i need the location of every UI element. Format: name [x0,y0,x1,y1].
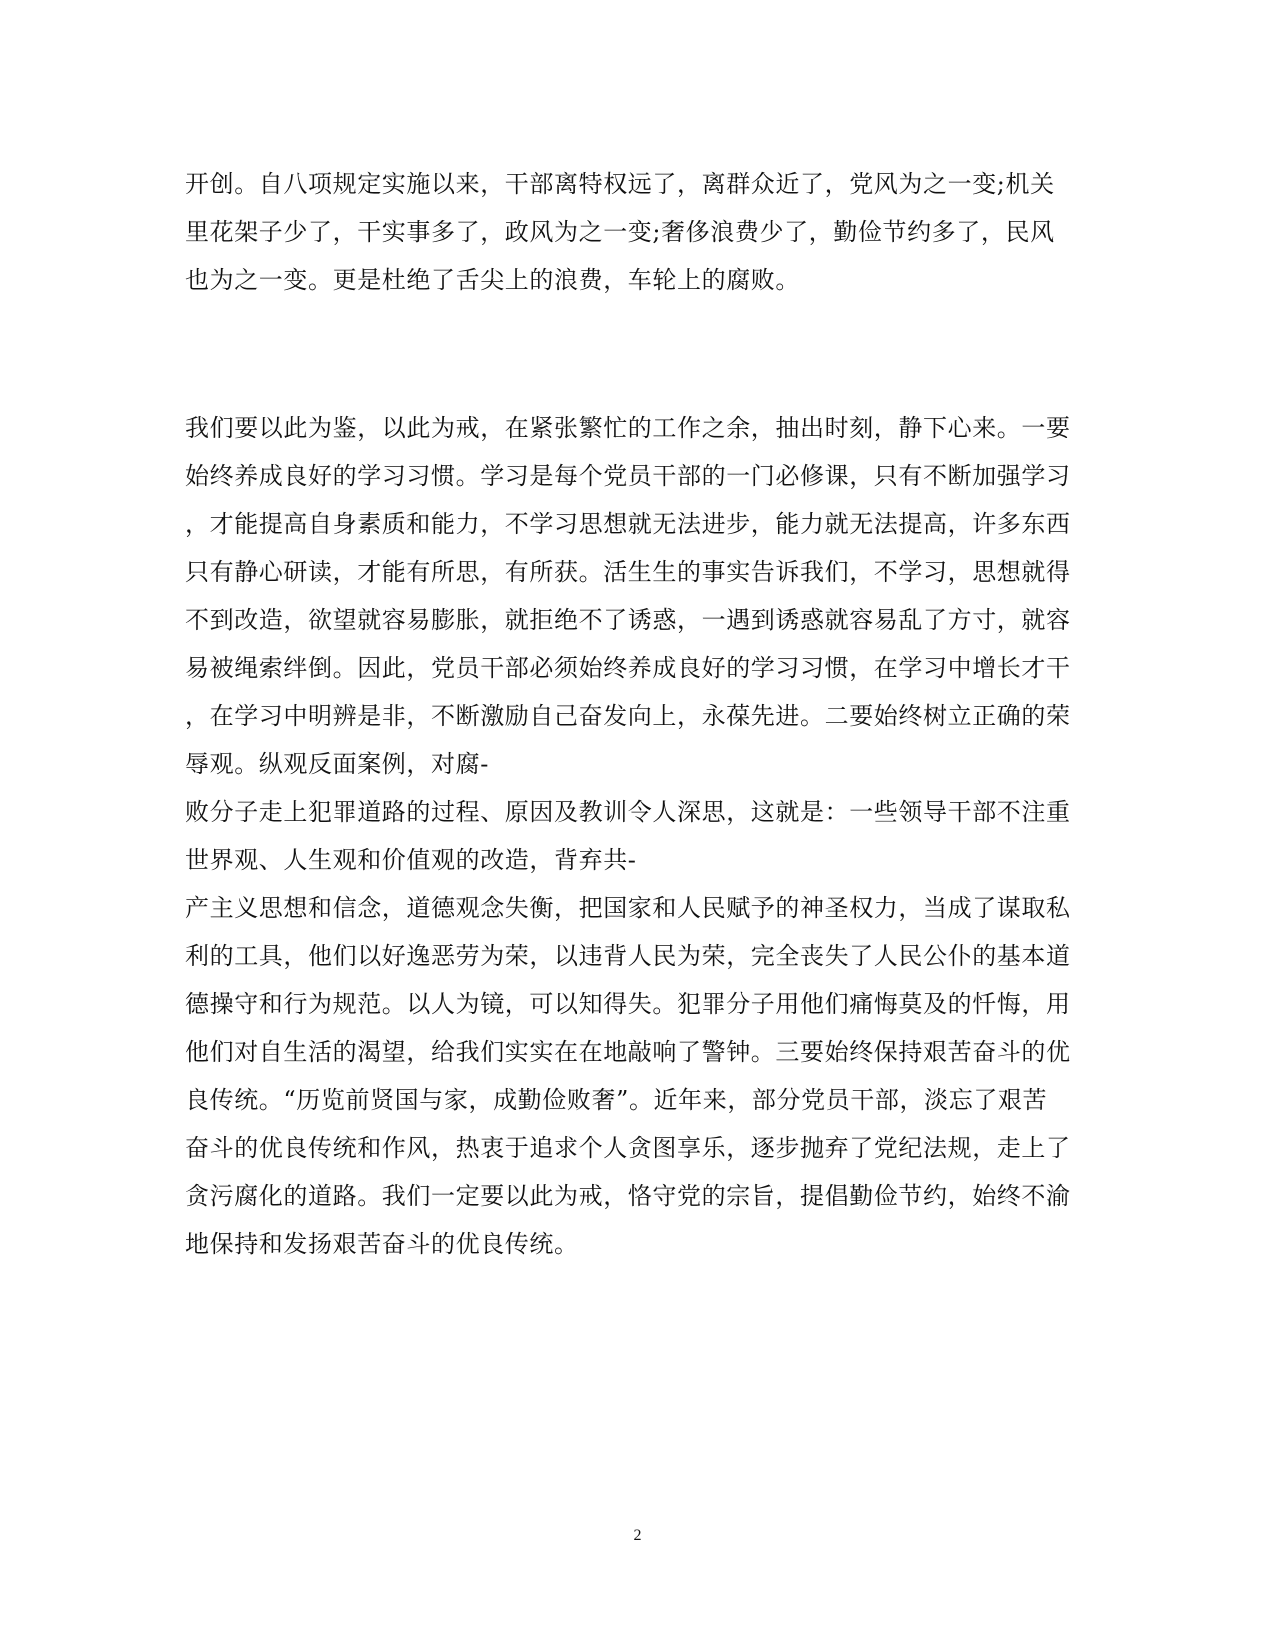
text-line: 贪污腐化的道路。我们一定要以此为戒，恪守党的宗旨，提倡勤俭节约，始终不渝 [185,1182,1071,1210]
text-line: 我们要以此为鉴，以此为戒，在紧张繁忙的工作之余，抽出时刻，静下心来。一要 [185,414,1071,442]
text-line: ，在学习中明辨是非，不断激励自己奋发向上，永葆先进。二要始终树立正确的荣 [185,702,1071,730]
text-line: 产主义思想和信念，道德观念失衡，把国家和人民赋予的神圣权力，当成了谋取私 [185,894,1071,922]
text-line: 开创。自八项规定实施以来，干部离特权远了，离群众近了，党风为之一变;机关 [185,170,1055,198]
text-line: 败分子走上犯罪道路的过程、原因及教训令人深思，这就是：一些领导干部不注重 [185,798,1071,826]
text-line: 始终养成良好的学习习惯。学习是每个党员干部的一门必修课，只有不断加强学习 [185,462,1071,490]
text-line: 易被绳索绊倒。因此，党员干部必须始终养成良好的学习习惯，在学习中增长才干 [185,654,1071,682]
text-line: 不到改造，欲望就容易膨胀，就拒绝不了诱惑，一遇到诱惑就容易乱了方寸，就容 [185,606,1071,634]
paragraph [185,404,1085,1268]
text-line: 奋斗的优良传统和作风，热衷于追求个人贪图享乐，逐步抛弃了党纪法规，走上了 [185,1134,1071,1162]
text-line: 他们对自生活的渴望，给我们实实在在地敲响了警钟。三要始终保持艰苦奋斗的优 [185,1038,1071,1066]
text-line: 里花架子少了，干实事多了，政风为之一变;奢侈浪费少了，勤俭节约多了，民风 [185,218,1055,246]
text-line: 辱观。纵观反面案例，对腐- [185,750,489,778]
text-line: 世界观、人生观和价值观的改造，背弃共- [185,846,637,874]
text-line: 利的工具，他们以好逸恶劳为荣，以违背人民为荣，完全丧失了人民公仆的基本道 [185,942,1071,970]
page-number: 2 [633,1527,642,1544]
text-line: 也为之一变。更是杜绝了舌尖上的浪费，车轮上的腐败。 [185,266,800,294]
text-line: ，才能提高自身素质和能力，不学习思想就无法进步，能力就无法提高，许多东西 [185,510,1071,538]
text-line: 只有静心研读，才能有所思，有所获。活生生的事实告诉我们，不学习，思想就得 [185,558,1071,586]
text-line: 德操守和行为规范。以人为镜，可以知得失。犯罪分子用他们痛悔莫及的忏悔，用 [185,990,1071,1018]
text-line: 地保持和发扬艰苦奋斗的优良传统。 [185,1230,579,1258]
paragraph [185,160,1085,304]
text-line: 良传统。“历览前贤国与家，成勤俭败奢”。近年来，部分党员干部，淡忘了艰苦 [185,1086,1048,1114]
